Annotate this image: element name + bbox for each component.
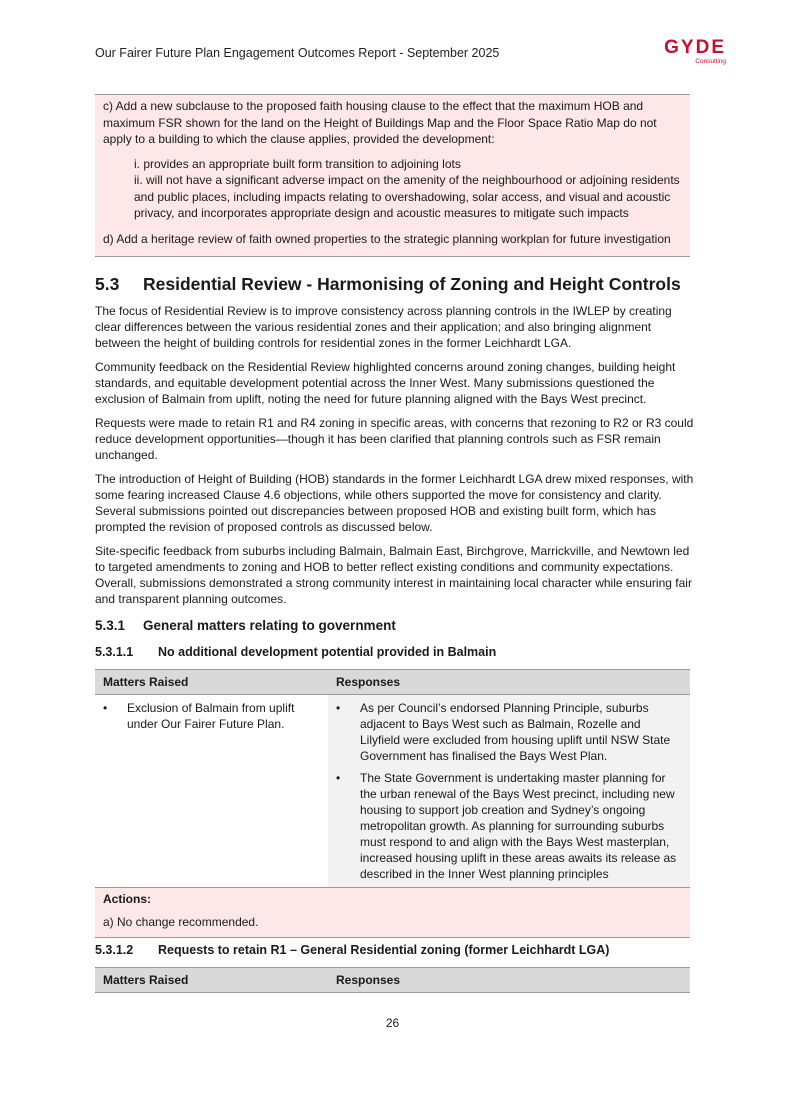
table-header — [95, 669, 690, 695]
matters-cell — [95, 695, 328, 887]
paragraph: Requests were made to retain R1 and R4 zoning in specific areas, with concerns that rezoning to R2 or R3 could reduce development opportunities—though it has been clarified that planning controls such as FSR remain unchanged. — [95, 416, 694, 462]
matters-table-balmain — [95, 669, 690, 938]
response-text: As per Council’s endorsed Planning Principle, suburbs adjacent to Bays West such as Balmain, Rozelle and Lilyfield were excluded from housing uplift until NSW State Government has finalised the Bays West Plan. — [360, 701, 671, 763]
bullet: • — [336, 701, 341, 715]
sub-subsection-number: 5.3.1.2 — [95, 943, 134, 957]
actions-box — [95, 888, 690, 938]
section-title: Residential Review - Harmonising of Zoning and Height Controls — [143, 274, 681, 294]
section-heading — [95, 274, 681, 295]
paragraph: The focus of Residential Review is to improve consistency across planning controls in the IWLEP by creating clear differences between the various residential zones and their application; and also bringing alignment between the height of building controls for residential zones in the former Leichhardt LGA. — [95, 304, 672, 350]
sub-subsection-heading — [95, 645, 496, 659]
actions-text: a) No change recommended. — [103, 915, 259, 929]
previous-actions-box — [95, 94, 690, 257]
bullet: • — [103, 701, 108, 715]
table-header — [95, 967, 690, 993]
sub-subsection-heading — [95, 943, 609, 957]
responses-cell — [328, 695, 690, 887]
paragraph: The introduction of Height of Building (HOB) standards in the former Leichhardt LGA drew mixed responses, with some fearing increased Clause 4.6 objections, while others supported the move for consistency and clarity. Several submissions pointed out discrepancies between proposed HOB and existing built form, which has prompted the revision of proposed controls as discussed below. — [95, 472, 694, 534]
table-row — [95, 695, 690, 888]
report-header-title: Our Fairer Future Plan Engagement Outcomes Report - September 2025 — [95, 46, 500, 60]
clause-c-item-ii: ii. will not have a significant adverse impact on the amenity of the neighbourhood or adjoining residents and public places, including impacts relating to overshadowing, solar access, and visual and acoustic privacy, and incorporates appropriate design and acoustic measures to mitigate such impacts — [134, 173, 680, 220]
matters-table-r1 — [95, 967, 690, 993]
section-number: 5.3 — [95, 274, 120, 294]
actions-title: Actions: — [103, 892, 151, 906]
sub-subsection-title: Requests to retain R1 – General Residential zoning (former Leichhardt LGA) — [158, 943, 610, 957]
col-matters-raised: Matters Raised — [103, 973, 189, 987]
clause-d: d) Add a heritage review of faith owned properties to the strategic planning workplan for future investigation — [103, 231, 671, 246]
paragraph: Site-specific feedback from suburbs including Balmain, Balmain East, Birchgrove, Marrickville, and Newtown led to targeted amendments to zoning and HOB to better reflect existing conditions and community expectations. Overall, submissions demonstrated a strong community interest in maintaining local character while ensuring fair and transparent planning outcomes. — [95, 544, 692, 606]
list-item — [103, 700, 320, 732]
logo-subtext: Consulting — [695, 58, 726, 65]
sub-subsection-title: No additional development potential provided in Balmain — [158, 645, 497, 659]
subsection-title: General matters relating to government — [143, 618, 396, 633]
list-item — [336, 770, 682, 882]
paragraph: Community feedback on the Residential Review highlighted concerns around zoning changes, building height standards, and equitable development potential across the Inner West. Many submissions questioned the exclusion of Balmain from uplift, noting the need for future planning aligned with the Bays West precinct. — [95, 360, 676, 406]
subsection-heading — [95, 618, 396, 633]
subsection-number: 5.3.1 — [95, 618, 126, 633]
logo-text: GYDE — [664, 37, 726, 58]
gyde-logo — [636, 38, 726, 66]
bullet: • — [336, 771, 341, 785]
matter-text: Exclusion of Balmain from uplift under Our Fairer Future Plan. — [127, 701, 295, 731]
sub-subsection-number: 5.3.1.1 — [95, 645, 134, 659]
response-text: The State Government is undertaking master planning for the urban renewal of the Bays West precinct, including new housing to support job creation and Sydney’s ongoing metropolitan growth. As planning for surrounding suburbs must respond to and align with the Bays West masterplan, increased housing uplift in these areas awaits its release as described in the Inner West planning principles — [360, 771, 677, 881]
list-item — [336, 700, 682, 764]
col-matters-raised: Matters Raised — [103, 675, 189, 689]
col-responses: Responses — [336, 973, 401, 987]
col-responses: Responses — [336, 675, 401, 689]
clause-c-item-i: i. provides an appropriate built form transition to adjoining lots — [134, 156, 461, 171]
clause-c: c) Add a new subclause to the proposed faith housing clause to the effect that the maximum HOB and maximum FSR shown for the land on the Height of Buildings Map and the Floor Space Ratio Map do not apply to a building to which the clause applies, provided the development: — [103, 99, 657, 146]
page-number: 26 — [385, 1016, 400, 1030]
